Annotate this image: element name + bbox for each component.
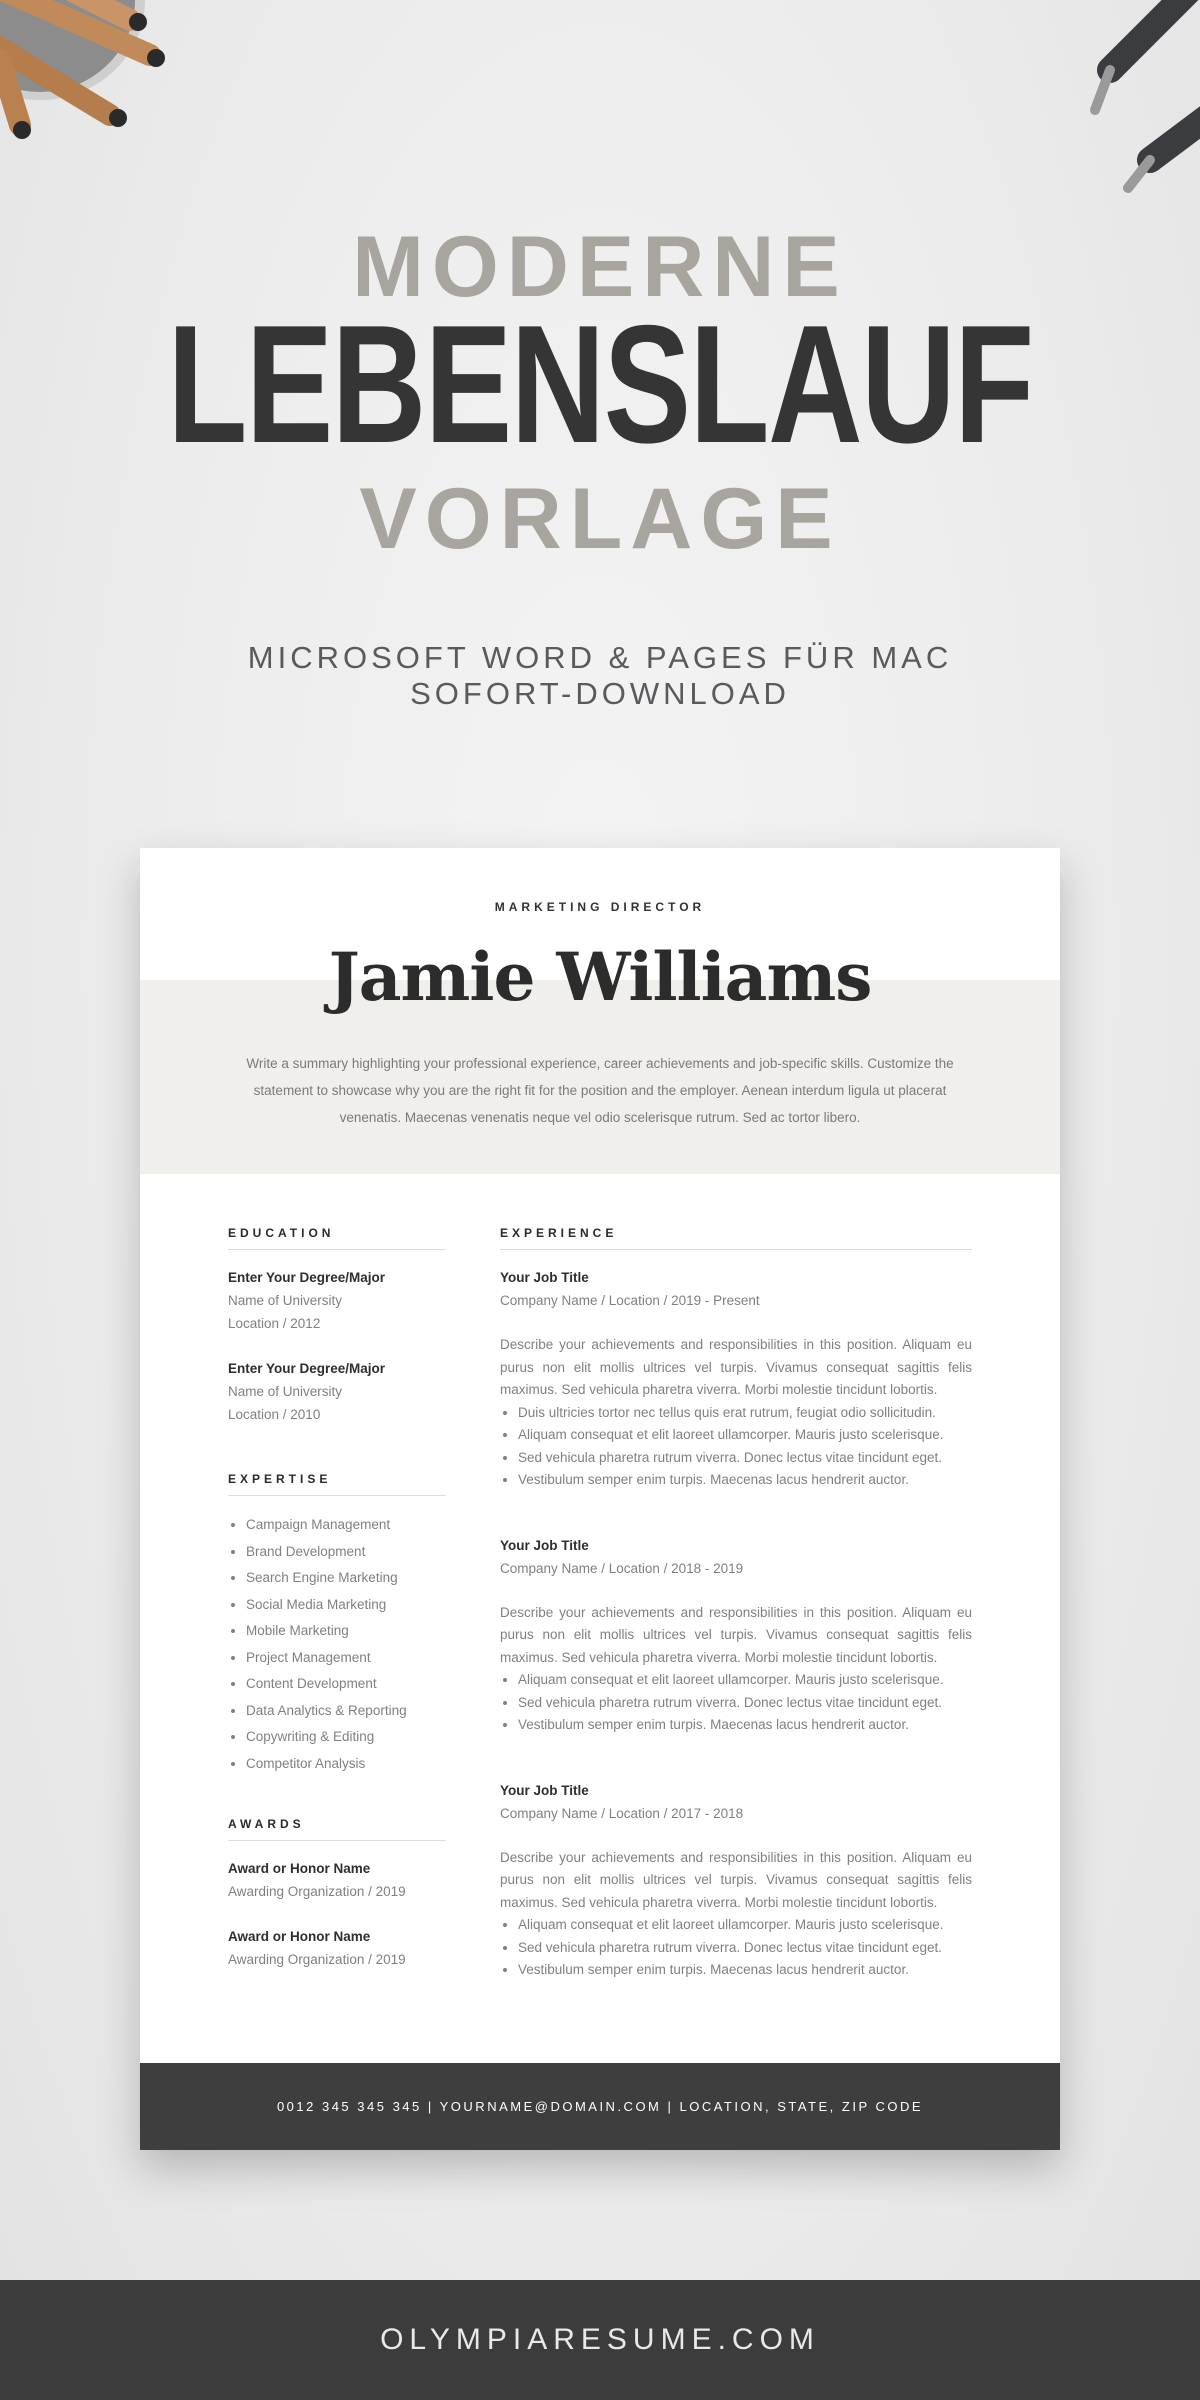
- job-description: Describe your achievements and responsibilities in this position. Aliquam eu purus non elit mollis ultrices vel turpis. Vivamus consequat sagittis felis maximus. Sed vehicula pharetra viverra. Morbi molestie tincidunt lobortis.: [500, 1337, 972, 1397]
- job-description: Describe your achievements and responsibilities in this position. Aliquam eu purus non elit mollis ultrices vel turpis. Vivamus consequat sagittis felis maximus. Sed vehicula pharetra viverra. Morbi molestie tincidunt lobortis.: [500, 1849, 972, 1910]
- school: Name of University: [228, 1293, 343, 1308]
- list-item: • Data Analytics & Reporting: [246, 1698, 446, 1725]
- list-item: • Aliquam consequat et elit laoreet ullamcorper. Mauris justo scelerisque.: [518, 1669, 972, 1692]
- education-entry: [228, 1266, 446, 1335]
- resume-name: Jamie Williams: [328, 938, 872, 1016]
- education-meta: Location / 2010: [228, 1407, 321, 1422]
- pens-icon: [1000, 0, 1200, 200]
- resume-contact-footer: 0012 345 345 345 | YOURNAME@DOMAIN.COM | LOCATION, STATE, ZIP CODE: [140, 2063, 1060, 2150]
- award-meta: Awarding Organization / 2019: [228, 1952, 406, 1967]
- education-heading: EDUCATION: [228, 1226, 446, 1250]
- degree: Enter Your Degree/Major: [228, 1361, 386, 1376]
- brand-footer[interactable]: OLYMPIARESUME.COM: [0, 2280, 1200, 2400]
- job-entry: [500, 1266, 972, 1492]
- resume-summary: Write a summary highlighting your professional experience, career achievements and job-specific skills. Customize the statement to showcase why you are the right fit for the position and the employer. Aenean interdum ligula ut placerat venenatis. Maecenas venenatis neque vel odio scelerisque rutrum. Sed ac tortor libero.: [246, 1056, 954, 1125]
- job-title: Your Job Title: [500, 1270, 589, 1285]
- job-entry: [500, 1779, 972, 1982]
- award-entry: [228, 1925, 446, 1971]
- list-item: • Vestibulum semper enim turpis. Maecenas lacus hendrerit auctor.: [518, 1959, 972, 1982]
- job-meta: Company Name / Location / 2019 - Present: [500, 1293, 760, 1308]
- award-entry: [228, 1857, 446, 1903]
- left-column: [228, 1226, 446, 1993]
- list-item: • Content Development: [246, 1671, 446, 1698]
- job-title: Your Job Title: [500, 1537, 589, 1553]
- award-meta: Awarding Organization / 2019: [228, 1884, 406, 1899]
- list-item: • Brand Development: [246, 1539, 446, 1566]
- job-meta: Company Name / Location / 2017 - 2018: [500, 1805, 744, 1821]
- hero-line-1: MODERNE: [352, 219, 848, 315]
- degree: Enter Your Degree/Major: [228, 1270, 386, 1285]
- list-item: • Vestibulum semper enim turpis. Maecenas lacus hendrerit auctor.: [518, 1714, 972, 1737]
- hero-title: LEBENSLAUF: [167, 290, 1033, 478]
- list-item: • Competitor Analysis: [246, 1751, 446, 1778]
- education-meta: Location / 2012: [228, 1316, 321, 1331]
- list-item: • Mobile Marketing: [246, 1618, 446, 1645]
- job-meta: Company Name / Location / 2018 - 2019: [500, 1560, 744, 1576]
- award-name: Award or Honor Name: [228, 1929, 371, 1944]
- list-item: • Copywriting & Editing: [246, 1724, 446, 1751]
- education-entry: [228, 1357, 446, 1426]
- expertise-heading: EXPERTISE: [228, 1472, 446, 1496]
- list-item: • Duis ultricies tortor nec tellus quis erat rutrum, feugiat odio sollicitudin.: [518, 1402, 972, 1425]
- list-item: • Sed vehicula pharetra rutrum viverra. Donec lectus vitae tincidunt eget.: [518, 1692, 972, 1715]
- hero-subtitle: [0, 640, 1200, 712]
- award-name: Award or Honor Name: [228, 1861, 371, 1876]
- list-item: • Aliquam consequat et elit laoreet ullamcorper. Mauris justo scelerisque.: [518, 1914, 972, 1937]
- list-item: • Sed vehicula pharetra rutrum viverra. Donec lectus vitae tincidunt eget.: [518, 1447, 972, 1470]
- job-bullets: [500, 1402, 972, 1492]
- hero-subtitle-2: SOFORT-DOWNLOAD: [410, 676, 790, 711]
- pencil-cup-icon: [0, 0, 180, 140]
- resume-role: MARKETING DIRECTOR: [494, 900, 706, 914]
- list-item: • Social Media Marketing: [246, 1592, 446, 1619]
- list-item: • Campaign Management: [246, 1512, 446, 1539]
- list-item: • Sed vehicula pharetra rutrum viverra. Donec lectus vitae tincidunt eget.: [518, 1937, 972, 1960]
- awards-heading: AWARDS: [228, 1817, 446, 1841]
- list-item: • Project Management: [246, 1645, 446, 1672]
- experience-heading: EXPERIENCE: [500, 1226, 972, 1250]
- job-bullets: [500, 1914, 972, 1982]
- job-title: Your Job Title: [500, 1782, 589, 1798]
- list-item: • Aliquam consequat et elit laoreet ullamcorper. Mauris justo scelerisque.: [518, 1424, 972, 1447]
- list-item: • Vestibulum semper enim turpis. Maecenas lacus hendrerit auctor.: [518, 1469, 972, 1492]
- right-column: [500, 1226, 972, 1982]
- hero-subtitle-1: MICROSOFT WORD & PAGES FÜR MAC: [247, 640, 953, 675]
- expertise-list: [228, 1512, 446, 1777]
- resume-sheet: [140, 848, 1060, 2150]
- job-bullets: [500, 1669, 972, 1737]
- job-entry: [500, 1534, 972, 1737]
- job-description: Describe your achievements and responsibilities in this position. Aliquam eu purus non elit mollis ultrices vel turpis. Vivamus consequat sagittis felis maximus. Sed vehicula pharetra viverra. Morbi molestie tincidunt lobortis.: [500, 1604, 972, 1665]
- hero-line-3: VORLAGE: [359, 471, 841, 567]
- list-item: • Search Engine Marketing: [246, 1565, 446, 1592]
- school: Name of University: [228, 1384, 343, 1399]
